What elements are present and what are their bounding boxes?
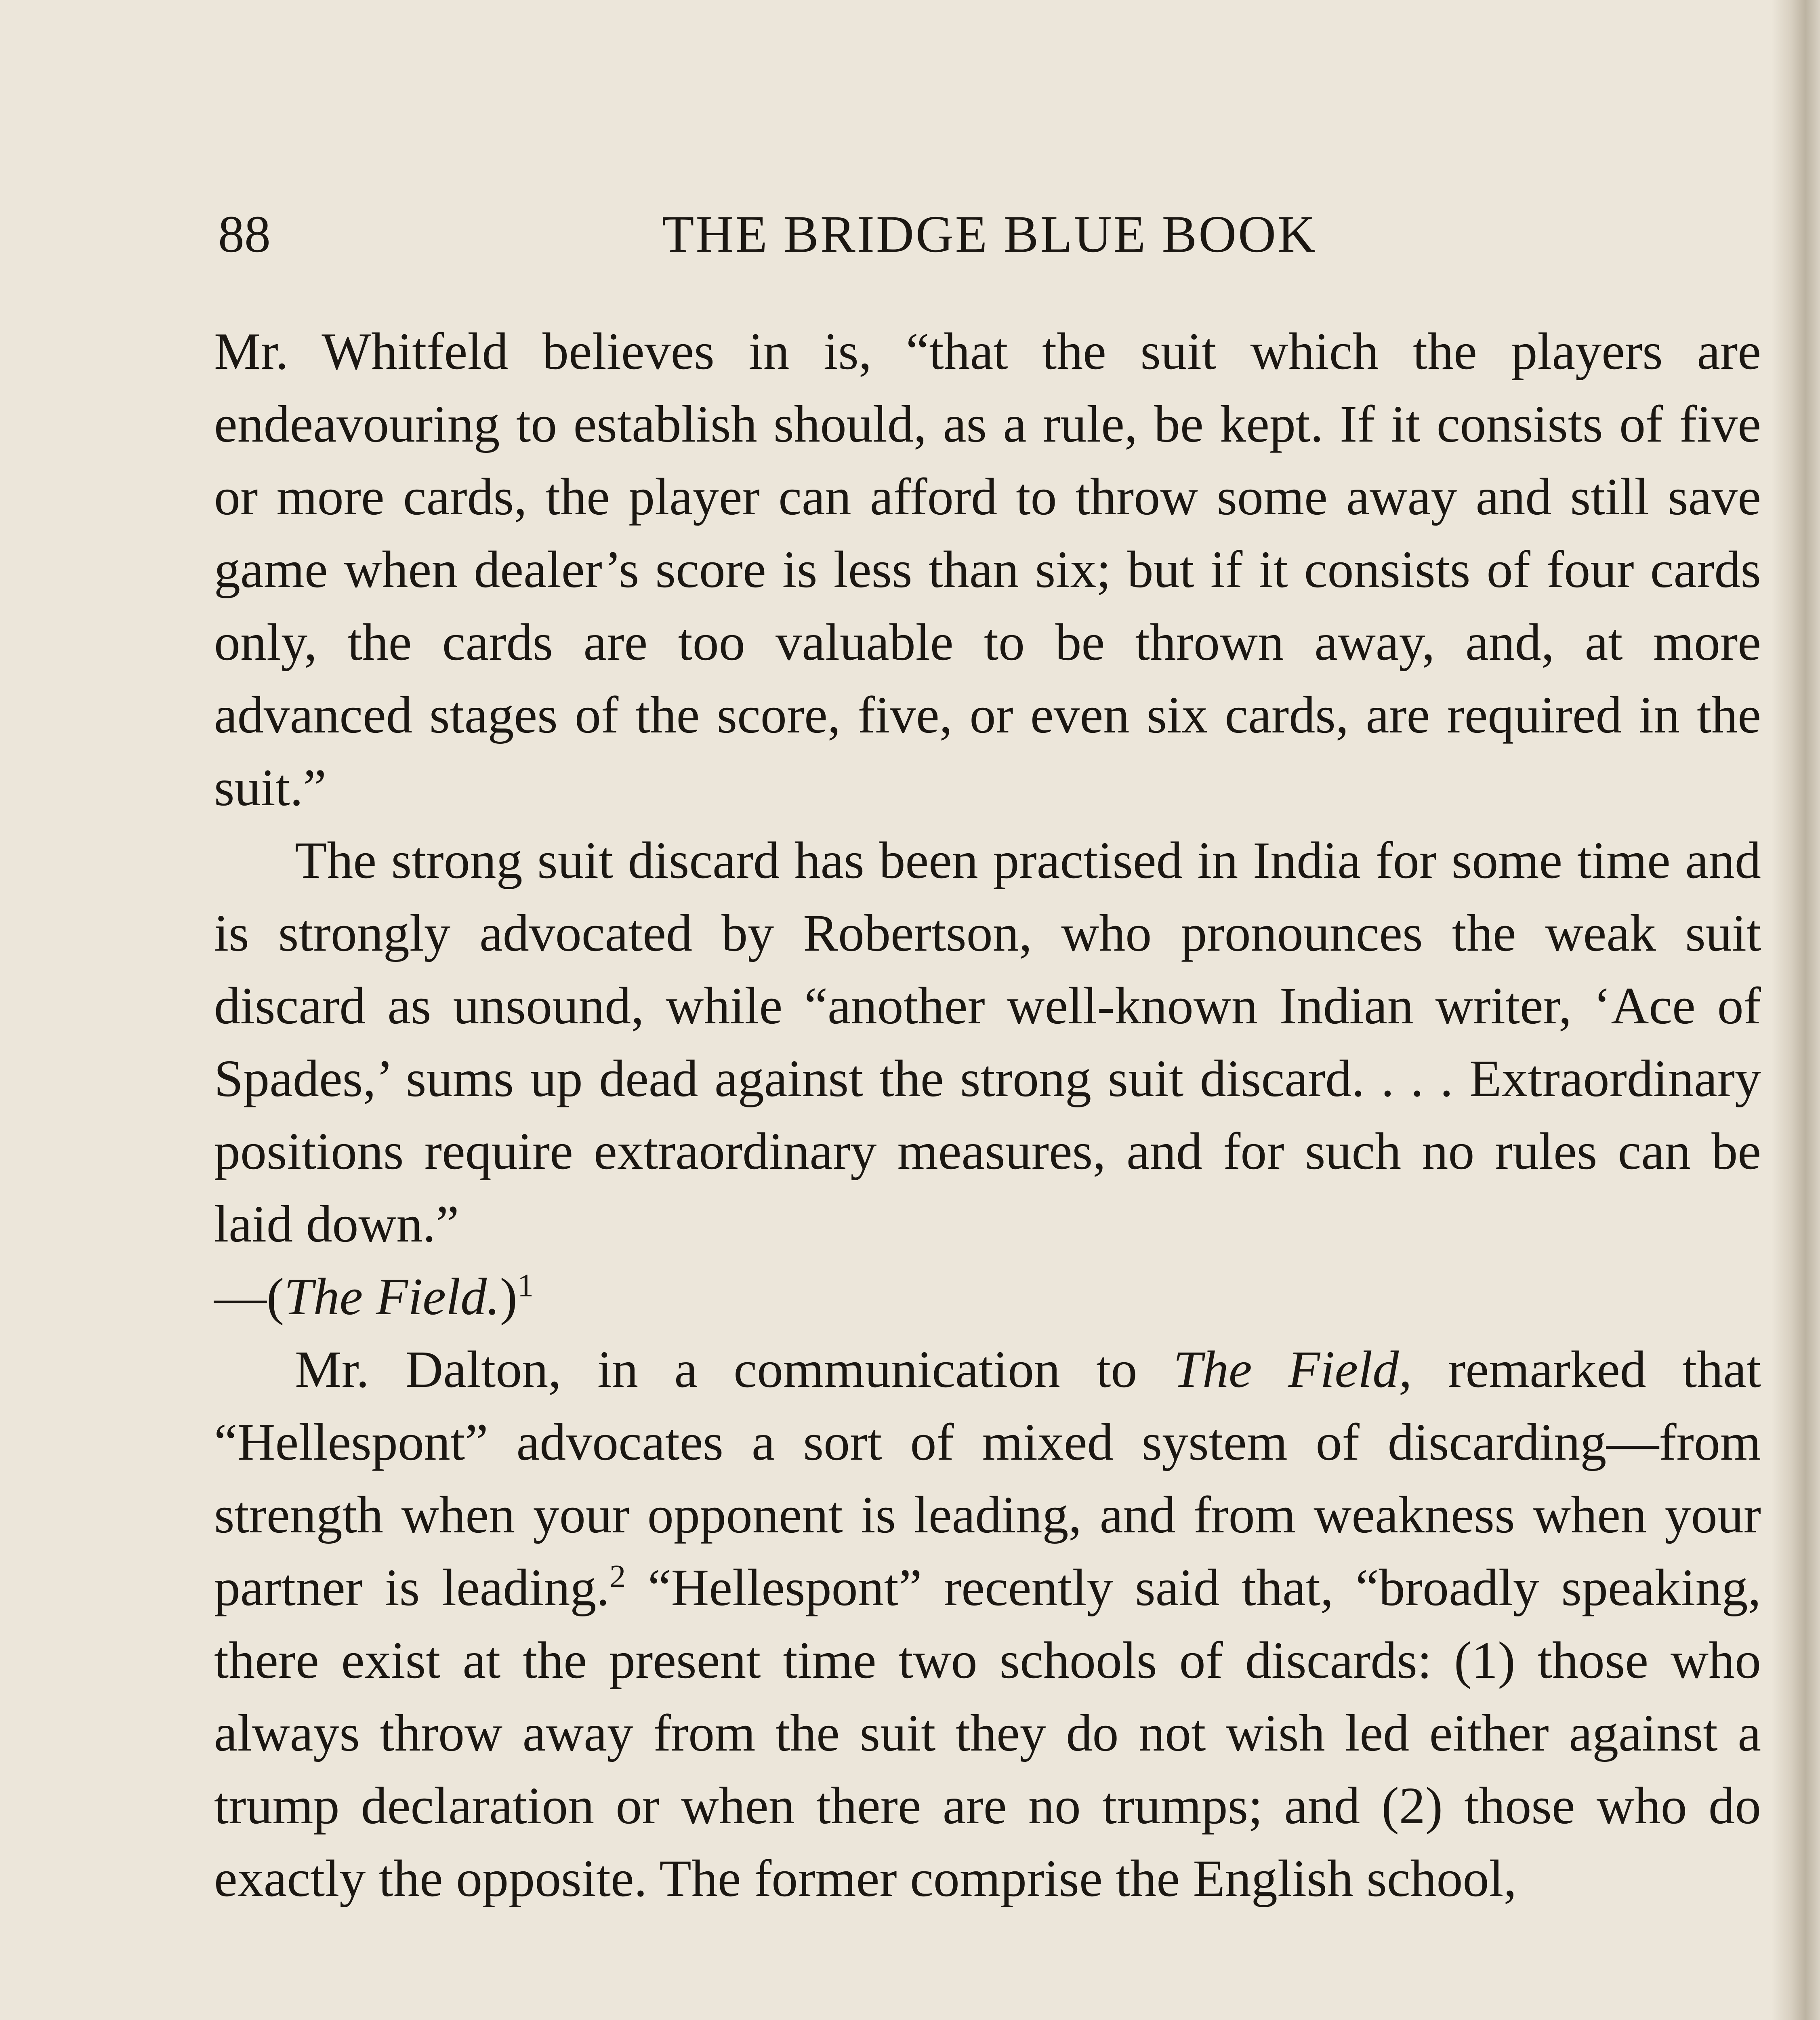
body-text (214, 315, 1761, 1915)
paragraph-2-source-suffix: ) (500, 1268, 517, 1326)
paragraph-2-source-title: The Field. (284, 1268, 500, 1326)
footnote-ref-1: 1 (517, 1267, 534, 1304)
paragraph-3 (214, 1333, 1761, 1915)
running-title: THE BRIDGE BLUE BOOK (662, 205, 1317, 263)
paragraph-2 (214, 824, 1761, 1333)
paragraph-1: Mr. Whitfeld believes in is, “that the suit which the players are endeavouring to establish should, as a rule, be kept. If it consists of five or more cards, the player can afford to throw some away and still save game when dealer’s score is less than six; but if it consists of four cards only, the cards are too valuable to be thrown away, and, at more advanced stages of the score, five, or even six cards, are required in the suit.” (214, 322, 1761, 817)
paragraph-3-title: The Field, (1173, 1340, 1412, 1399)
page-header (218, 202, 1761, 267)
paragraph-3-part-a: Mr. Dalton, in a communication to (295, 1340, 1173, 1399)
page-edge-shadow (1772, 0, 1820, 2020)
paragraph-2-source-prefix: —( (214, 1268, 284, 1326)
paragraph-3-part-b: remarked that “Hellespont” advocates a sort of mixed system of discarding—from strength when your opponent is leading, and from weakness when your partner is leading. (214, 1340, 1761, 1617)
paragraph-3-part-c: “Hellespont” recently said that, “broadly speaking, there exist at the present time two schools of discards: (1) those who always throw away from the suit they do not wish led either against a trump declaration or when there are no trumps; and (2) those who do exactly the opposite. The former comprise the English school, (214, 1559, 1761, 1908)
footnote-ref-2: 2 (609, 1558, 626, 1595)
paragraph-2-text: The strong suit discard has been practised in India for some time and is strongly advocated by Robertson, who pronounces the weak suit discard as unsound, while “another well-known Indian writer, ‘Ace of Spades,’ sums up dead against the strong suit discard. . . . Extraordinary positions require extraordinary measures, and for such no rules can be laid down.” (214, 831, 1761, 1253)
page-number: 88 (218, 205, 271, 263)
